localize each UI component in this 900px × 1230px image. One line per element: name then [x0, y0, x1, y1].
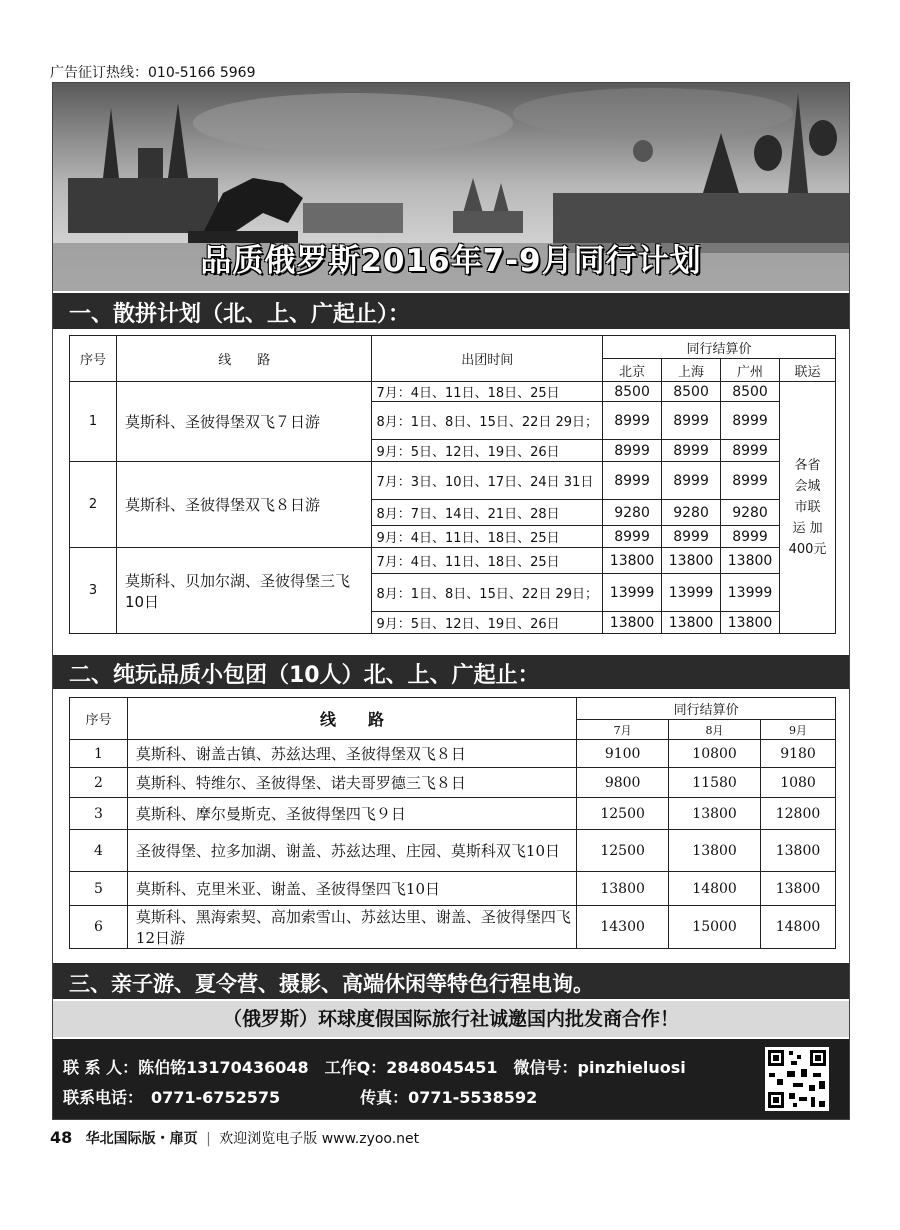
- small-group-table: [69, 697, 836, 949]
- depart-date: 8月：7日、14日、21日、28日: [372, 500, 603, 526]
- edition-label: 华北国际版・扉页: [85, 1131, 198, 1147]
- price-beijing: 8999: [603, 462, 662, 500]
- price-july: 9800: [577, 768, 669, 798]
- header-lianyun: 联运: [780, 359, 836, 382]
- price-beijing: 13800: [603, 612, 662, 634]
- depart-date: 8月：1日、8日、15日、22日 29日；: [372, 402, 603, 440]
- price-july: 12500: [577, 830, 669, 872]
- header-guangzhou: 广州: [721, 359, 780, 382]
- price-guangzhou: 8500: [721, 382, 780, 402]
- route-name: 莫斯科、黑海索契、高加索雪山、苏兹达里、谢盖、圣彼得堡四飞12日游: [127, 906, 576, 949]
- price-september: 13800: [761, 872, 836, 906]
- lianyun-note: [780, 382, 836, 634]
- contact-line-1: 联 系 人：陈伯铭13170436048 工作Q：2848045451 微信号：pinzhieluosi: [63, 1058, 686, 1077]
- depart-date: 7月：3日、10日、17日、24日 31日: [372, 462, 603, 500]
- price-august: 13800: [669, 798, 761, 830]
- header-shanghai: 上海: [662, 359, 721, 382]
- lianyun-note-line: 会城: [794, 479, 821, 494]
- route-name: 莫斯科、贝加尔湖、圣彼得堡三飞10日: [116, 548, 372, 634]
- header-september: 9月: [761, 720, 836, 740]
- table-row: [70, 382, 836, 402]
- table-row: [70, 740, 836, 768]
- price-august: 11580: [669, 768, 761, 798]
- route-no: 1: [70, 382, 117, 462]
- header-route: 线 路: [127, 698, 576, 740]
- depart-date: 7月：4日、11日、18日、25日: [372, 382, 603, 402]
- invite-banner: （俄罗斯）环球度假国际旅行社诚邀国内批发商合作！: [53, 1001, 849, 1037]
- table-row: [70, 798, 836, 830]
- page-number: 48: [50, 1128, 73, 1147]
- price-august: 10800: [669, 740, 761, 768]
- header-august: 8月: [669, 720, 761, 740]
- depart-date: 9月：4日、11日、18日、25日: [372, 526, 603, 548]
- contact-box: [53, 1039, 849, 1119]
- lianyun-note-line: 各省: [794, 458, 821, 473]
- section1-title: 一、散拼计划（北、上、广起止）：: [69, 302, 411, 327]
- price-shanghai: 8999: [662, 526, 721, 548]
- depart-date: 9月：5日、12日、19日、26日: [372, 612, 603, 634]
- price-july: 12500: [577, 798, 669, 830]
- route-no: 3: [70, 798, 128, 830]
- price-shanghai: 8999: [662, 440, 721, 462]
- price-beijing: 8500: [603, 382, 662, 402]
- price-august: 14800: [669, 872, 761, 906]
- price-september: 9180: [761, 740, 836, 768]
- route-name: 莫斯科、摩尔曼斯克、圣彼得堡四飞９日: [127, 798, 576, 830]
- price-guangzhou: 8999: [721, 402, 780, 440]
- table-row: [70, 872, 836, 906]
- price-shanghai: 8500: [662, 382, 721, 402]
- price-september: 14800: [761, 906, 836, 949]
- section3-title: 三、亲子游、夏令营、摄影、高端休闲等特色行程电询。: [69, 972, 594, 996]
- route-no: 3: [70, 548, 117, 634]
- price-beijing: 13800: [603, 548, 662, 574]
- banner: [53, 83, 849, 291]
- price-august: 13800: [669, 830, 761, 872]
- price-guangzhou: 8999: [721, 526, 780, 548]
- section2-title: 二、纯玩品质小包团（10人）北、上、广起止：: [69, 663, 540, 688]
- header-price-group: 同行结算价: [577, 698, 836, 720]
- route-name: 莫斯科、克里米亚、谢盖、圣彼得堡四飞10日: [127, 872, 576, 906]
- price-shanghai: 9280: [662, 500, 721, 526]
- route-no: 5: [70, 872, 128, 906]
- header-date: 出团时间: [372, 336, 603, 382]
- price-july: 9100: [577, 740, 669, 768]
- price-guangzhou: 13999: [721, 574, 780, 612]
- depart-date: 7月：4日、11日、18日、25日: [372, 548, 603, 574]
- price-august: 15000: [669, 906, 761, 949]
- footer-separator: |: [206, 1131, 211, 1147]
- route-no: 6: [70, 906, 128, 949]
- price-guangzhou: 13800: [721, 548, 780, 574]
- table-row: [70, 548, 836, 574]
- route-name: 圣彼得堡、拉多加湖、谢盖、苏兹达理、庄园、莫斯科双飞10日: [127, 830, 576, 872]
- group-tour-table: [69, 335, 836, 634]
- price-beijing: 13999: [603, 574, 662, 612]
- price-september: 12800: [761, 798, 836, 830]
- price-beijing: 8999: [603, 440, 662, 462]
- page-footer: [50, 1128, 419, 1148]
- section1-header: [53, 293, 849, 329]
- depart-date: 9月：5日、12日、19日、26日: [372, 440, 603, 462]
- price-beijing: 9280: [603, 500, 662, 526]
- depart-date: 8月：1日、8日、15日、22日 29日；: [372, 574, 603, 612]
- contact-line-2: 联系电话： 0771-6752575 传真：0771-5538592: [63, 1088, 538, 1107]
- price-shanghai: 13800: [662, 548, 721, 574]
- ad-frame: [52, 82, 850, 1120]
- price-guangzhou: 8999: [721, 440, 780, 462]
- route-name: 莫斯科、圣彼得堡双飞７日游: [116, 382, 372, 462]
- table-row: [70, 906, 836, 949]
- price-guangzhou: 8999: [721, 462, 780, 500]
- banner-title: 品质俄罗斯2016年7-9月同行计划: [200, 243, 702, 279]
- price-shanghai: 13999: [662, 574, 721, 612]
- header-no: 序号: [70, 698, 128, 740]
- header-beijing: 北京: [603, 359, 662, 382]
- table-row: [70, 462, 836, 500]
- hotline-text: 广告征订热线：010-5166 5969: [50, 65, 256, 81]
- route-name: 莫斯科、圣彼得堡双飞８日游: [116, 462, 372, 548]
- price-july: 13800: [577, 872, 669, 906]
- header-price-group: 同行结算价: [603, 336, 836, 359]
- price-guangzhou: 13800: [721, 612, 780, 634]
- section3-header: [53, 963, 849, 999]
- table-row: [70, 830, 836, 872]
- price-beijing: 8999: [603, 402, 662, 440]
- route-no: 4: [70, 830, 128, 872]
- price-beijing: 8999: [603, 526, 662, 548]
- price-september: 1080: [761, 768, 836, 798]
- price-shanghai: 8999: [662, 402, 721, 440]
- price-guangzhou: 9280: [721, 500, 780, 526]
- header-route: 线 路: [116, 336, 372, 382]
- lianyun-note-line: 运 加: [792, 521, 823, 536]
- price-shanghai: 8999: [662, 462, 721, 500]
- price-september: 13800: [761, 830, 836, 872]
- route-name: 莫斯科、谢盖古镇、苏兹达理、圣彼得堡双飞８日: [127, 740, 576, 768]
- website-link[interactable]: 欢迎浏览电子版 www.zyoo.net: [219, 1131, 420, 1147]
- header-no: 序号: [70, 336, 117, 382]
- route-name: 莫斯科、特维尔、圣彼得堡、诺夫哥罗德三飞８日: [127, 768, 576, 798]
- section2-header: [53, 655, 849, 689]
- route-no: 1: [70, 740, 128, 768]
- table-row: [70, 768, 836, 798]
- price-shanghai: 13800: [662, 612, 721, 634]
- price-july: 14300: [577, 906, 669, 949]
- lianyun-note-line: 市联: [794, 500, 821, 515]
- lianyun-note-line: 400元: [788, 542, 827, 557]
- header-july: 7月: [577, 720, 669, 740]
- route-no: 2: [70, 462, 117, 548]
- qr-code-icon: [765, 1047, 829, 1111]
- route-no: 2: [70, 768, 128, 798]
